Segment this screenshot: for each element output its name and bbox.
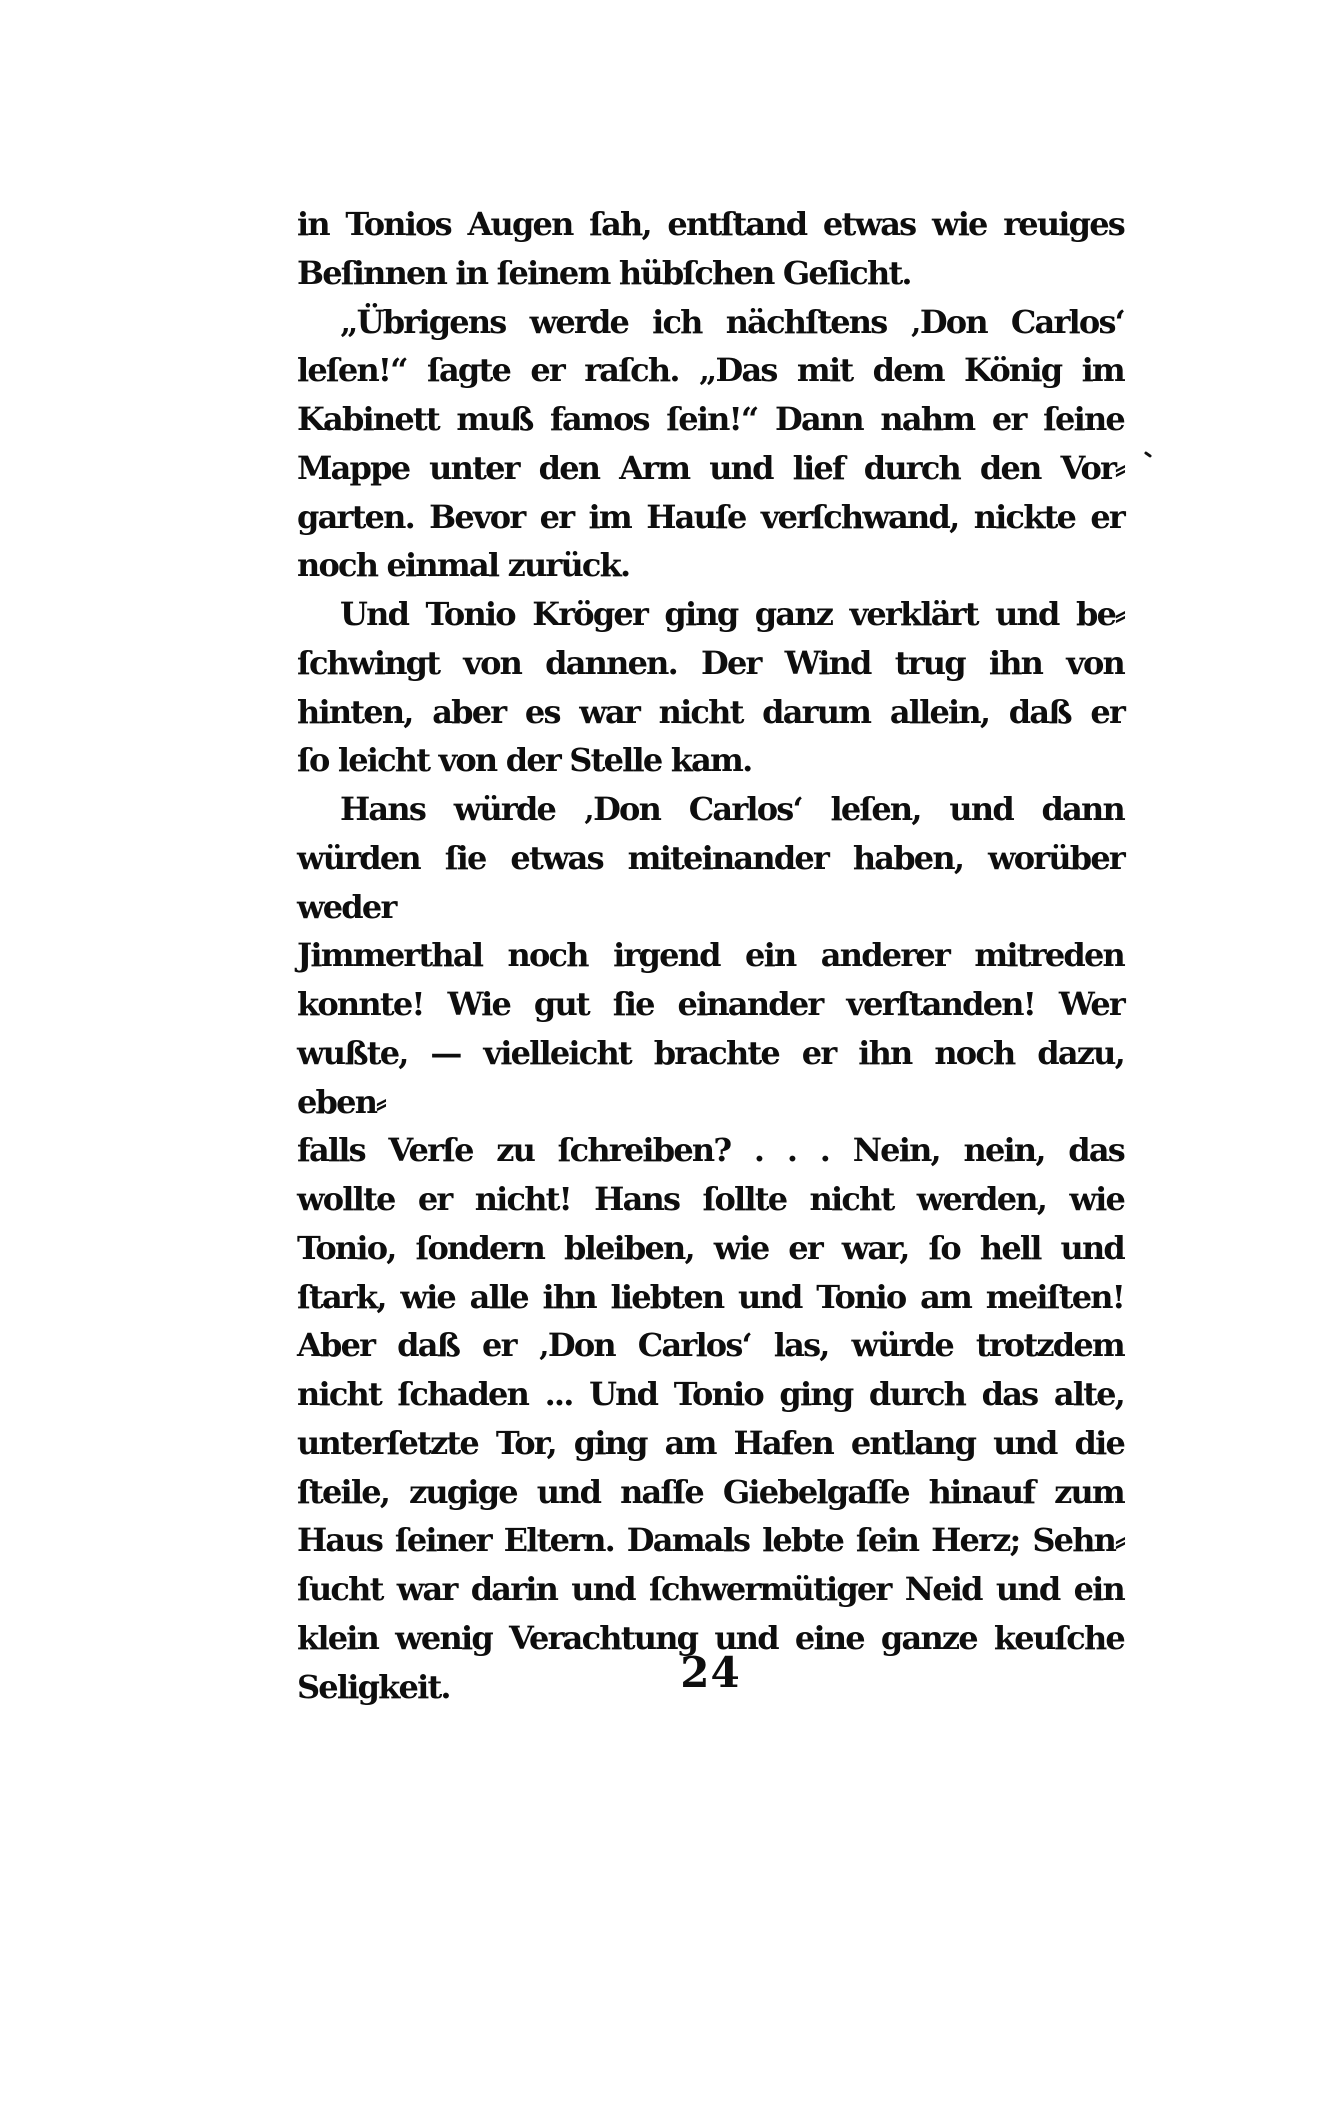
paragraph (297, 298, 1124, 591)
text-line: ſo leicht von der Stelle kam. (297, 741, 752, 780)
page-number: 24 (680, 1648, 741, 1697)
text-line: würden ſie etwas miteinander haben, worüber weder (297, 838, 1124, 926)
text-line: ſucht war darin und ſchwermütiger Neid und ein (297, 1570, 1124, 1608)
paragraph (297, 785, 1124, 1711)
text-line: Seligkeit. (297, 1667, 450, 1706)
paragraph (297, 200, 1124, 298)
paragraph (297, 590, 1124, 785)
text-line: ſchwingt von dannen. Der Wind trug ihn von (297, 643, 1124, 682)
text-line: wußte, — vielleicht brachte er ihn noch dazu, eben⸗ (297, 1033, 1124, 1121)
text-line: falls Verſe zu ſchreiben? . . . Nein, nein, das (297, 1131, 1124, 1170)
text-line: hinten, aber es war nicht darum allein, daß er (297, 692, 1124, 731)
text-line: garten. Bevor er im Hauſe verſchwand, nickte er (297, 497, 1124, 536)
text-line: leſen!“ ſagte er raſch. „Das mit dem König im (297, 351, 1124, 390)
text-line: Hans würde ‚Don Carlos‘ leſen, und dann (340, 790, 1124, 828)
text-line: „Übrigens werde ich nächſtens ‚Don Carlos‘ (340, 302, 1124, 341)
print-speck (1144, 451, 1152, 458)
text-line: Und Tonio Kröger ging ganz verklärt und be⸗ (340, 595, 1124, 633)
text-line: wollte er nicht! Hans ſollte nicht werden, wie (297, 1180, 1124, 1218)
text-line: Mappe unter den Arm und lief durch den Vor⸗ (297, 448, 1124, 487)
text-line: klein wenig Verachtung und eine ganze keuſche (297, 1618, 1124, 1657)
text-line: unterſetzte Tor, ging am Hafen entlang und die (297, 1423, 1124, 1462)
text-line: Beſinnen in ſeinem hübſchen Geſicht. (297, 253, 911, 292)
text-line: ſteile, zugige und naſſe Giebelgaſſe hinauf zum (297, 1472, 1124, 1511)
text-line: in Tonios Augen ſah, entſtand etwas wie reuiges (297, 205, 1124, 243)
text-block (297, 200, 1124, 1711)
text-line: ſtark, wie alle ihn liebten und Tonio am meiſten! (297, 1277, 1124, 1316)
text-line: Aber daß er ‚Don Carlos‘ las, würde trotzdem (297, 1326, 1124, 1365)
text-line: konnte! Wie gut ſie einander verſtanden! Wer (297, 985, 1124, 1023)
text-line: Kabinett muß famos ſein!“ Dann nahm er ſeine (297, 400, 1124, 438)
text-line: noch einmal zurück. (297, 546, 630, 585)
text-line: Haus ſeiner Eltern. Damals lebte ſein Herz; Sehn⸗ (297, 1521, 1124, 1560)
text-line: Tonio, ſondern bleiben, wie er war, ſo hell und (297, 1228, 1124, 1267)
text-line: Jimmerthal noch irgend ein anderer mitreden (297, 936, 1124, 975)
text-line: nicht ſchaden ... Und Tonio ging durch das alte, (297, 1375, 1124, 1413)
